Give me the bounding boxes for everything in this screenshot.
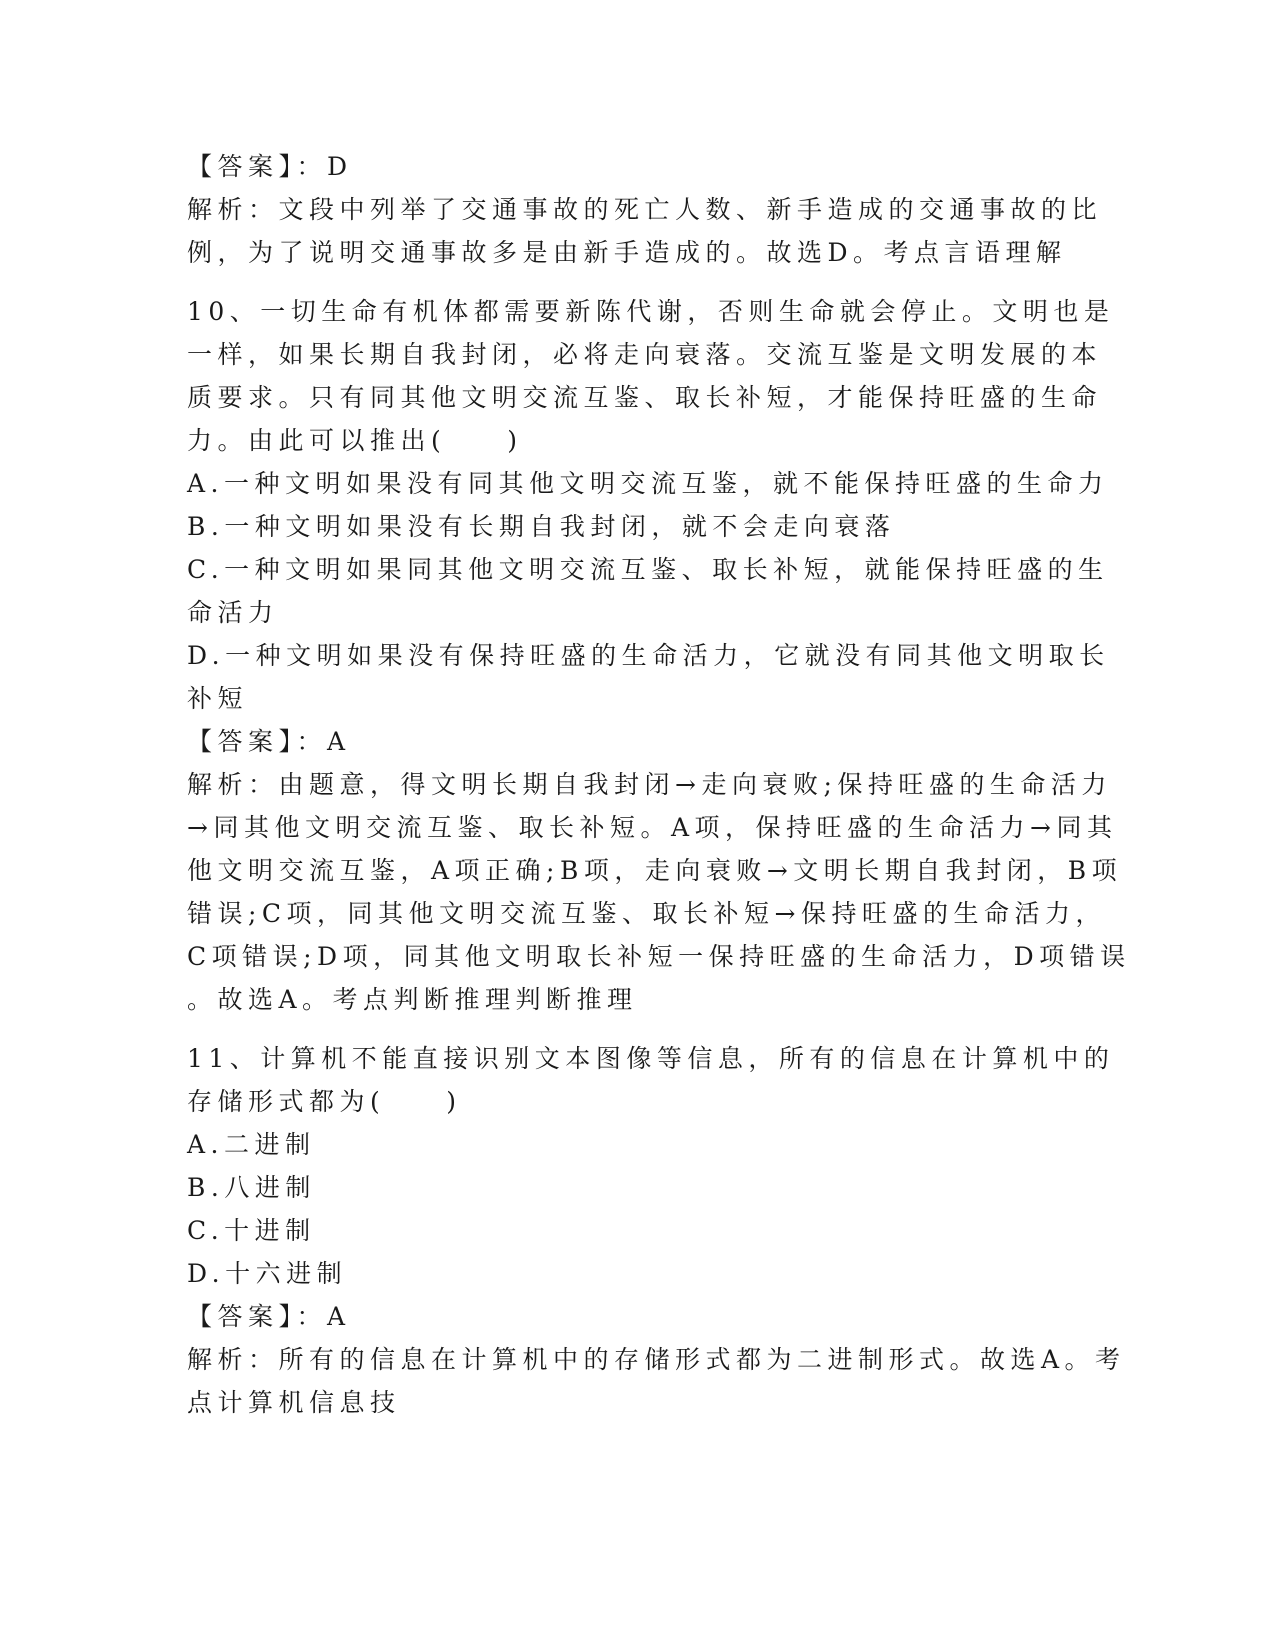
analysis-line: 例，为了说明交通事故多是由新手造成的。故选D。考点言语理解 bbox=[187, 238, 1067, 267]
question-9-tail bbox=[187, 145, 1103, 274]
document-page bbox=[187, 145, 1131, 1424]
question-stem-line: 11、计算机不能直接识别文本图像等信息，所有的信息在计算机中的 bbox=[187, 1044, 1115, 1073]
option-b: B.一种文明如果没有长期自我封闭，就不会走向衰落 bbox=[187, 512, 896, 541]
analysis-line: 点计算机信息技 bbox=[187, 1388, 401, 1417]
question-stem-line: 10、一切生命有机体都需要新陈代谢，否则生命就会停止。文明也是 bbox=[187, 297, 1115, 326]
option-b: B.八进制 bbox=[187, 1173, 316, 1202]
question-stem-line: 一样，如果长期自我封闭，必将走向衰落。交流互鉴是文明发展的本 bbox=[187, 340, 1103, 369]
option-c-continued: 命活力 bbox=[187, 598, 279, 627]
option-a: A.一种文明如果没有同其他文明交流互鉴，就不能保持旺盛的生命力 bbox=[187, 469, 1109, 498]
answer-line: 【答案】：D bbox=[187, 152, 353, 181]
analysis-line: 。故选A。考点判断推理判断推理 bbox=[187, 985, 638, 1014]
question-stem-line: 存储形式都为( ) bbox=[187, 1087, 462, 1116]
analysis-line: 解析：由题意，得文明长期自我封闭→走向衰败;保持旺盛的生命活力 bbox=[187, 770, 1112, 799]
answer-line: 【答案】：A bbox=[187, 1302, 351, 1331]
analysis-line: 错误;C项，同其他文明交流互鉴、取长补短→保持旺盛的生命活力， bbox=[187, 899, 1107, 928]
question-stem-line: 力。由此可以推出( ) bbox=[187, 426, 523, 455]
analysis-line: 解析：所有的信息在计算机中的存储形式都为二进制形式。故选A。考 bbox=[187, 1345, 1126, 1374]
question-gap bbox=[187, 274, 1087, 290]
analysis-line: →同其他文明交流互鉴、取长补短。A项，保持旺盛的生命活力→同其 bbox=[187, 813, 1118, 842]
option-d-continued: 补短 bbox=[187, 684, 249, 713]
analysis-line: 解析：文段中列举了交通事故的死亡人数、新手造成的交通事故的比 bbox=[187, 195, 1103, 224]
question-11 bbox=[187, 1037, 1126, 1424]
option-d: D.十六进制 bbox=[187, 1259, 348, 1288]
option-c: C.十进制 bbox=[187, 1216, 316, 1245]
analysis-line: C项错误;D项，同其他文明取长补短一保持旺盛的生命活力，D项错误 bbox=[187, 942, 1131, 971]
option-d: D.一种文明如果没有保持旺盛的生命活力，它就没有同其他文明取长 bbox=[187, 641, 1110, 670]
question-gap bbox=[187, 1021, 1087, 1037]
option-a: A.二进制 bbox=[187, 1130, 316, 1159]
option-c: C.一种文明如果同其他文明交流互鉴、取长补短，就能保持旺盛的生 bbox=[187, 555, 1109, 584]
answer-line: 【答案】：A bbox=[187, 727, 351, 756]
analysis-line: 他文明交流互鉴，A项正确;B项，走向衰败→文明长期自我封闭，B项 bbox=[187, 856, 1123, 885]
question-10 bbox=[187, 290, 1131, 1021]
question-stem-line: 质要求。只有同其他文明交流互鉴、取长补短，才能保持旺盛的生命 bbox=[187, 383, 1103, 412]
